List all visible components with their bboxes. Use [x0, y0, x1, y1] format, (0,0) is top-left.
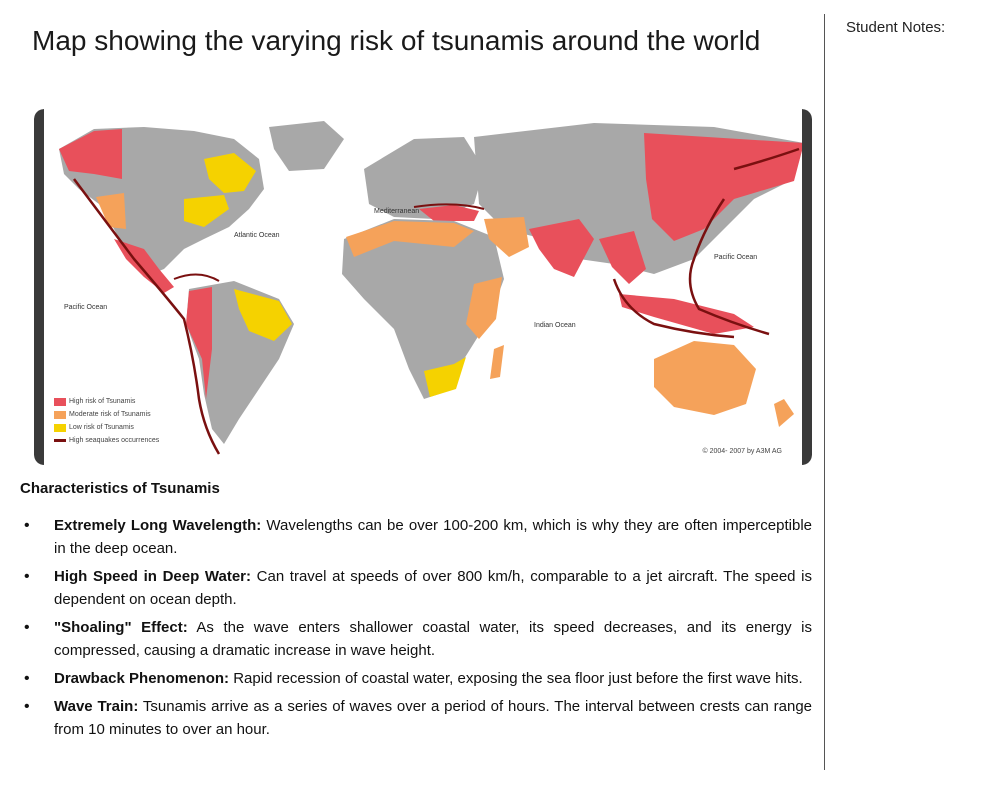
student-notes-label: Student Notes:: [846, 19, 946, 36]
legend-swatch-seaquakes: [54, 439, 66, 442]
list-item: [20, 616, 812, 662]
term-label: Drawback Phenomenon:: [54, 670, 230, 687]
legend-item-high: [54, 395, 159, 408]
mediterranean-label: Mediterranean: [374, 208, 420, 215]
south-asia-high-risk: [529, 219, 594, 277]
list-item: [20, 565, 812, 611]
us-west-moderate-risk: [96, 193, 126, 229]
column-divider: [824, 14, 825, 770]
australia-moderate-risk: [654, 341, 756, 415]
list-item: [20, 514, 812, 560]
legend-item-moderate: [54, 408, 159, 421]
legend-swatch-high: [54, 398, 66, 406]
pacific-ocean-label-west: Pacific Ocean: [714, 254, 758, 261]
tsunami-risk-map: [34, 109, 812, 465]
madagascar-moderate-risk: [490, 345, 504, 379]
legend-item-seaquakes: [54, 434, 159, 447]
new-zealand-moderate-risk: [774, 399, 794, 427]
term-description: Can travel at speeds of over 800 km/h, comparable to a jet aircraft. The speed is dependent on ocean depth.: [54, 568, 812, 608]
bullet-icon: •: [24, 670, 30, 687]
legend-item-low: [54, 421, 159, 434]
term-label: Wave Train:: [54, 698, 139, 715]
term-description: Tsunamis arrive as a series of waves over a period of hours. The interval between crests can range from 10 minutes to over an hour.: [54, 698, 812, 738]
characteristics-list: [20, 514, 812, 746]
list-item: [20, 695, 812, 741]
characteristics-heading: Characteristics of Tsunamis: [20, 480, 220, 497]
seaquake-line-caribbean: [174, 274, 219, 281]
legend-label-high: High risk of Tsunamis: [69, 398, 136, 405]
legend-swatch-low: [54, 424, 66, 432]
term-description: Wavelengths can be over 100-200 km, which is why they are often imperceptible in the deep ocean.: [54, 517, 812, 557]
legend-label-low: Low risk of Tsunamis: [69, 424, 134, 431]
greenland-landmass: [269, 121, 344, 171]
term-description: Rapid recession of coastal water, exposing the sea floor just before the first wave hits.: [229, 670, 803, 687]
term-label: Extremely Long Wavelength:: [54, 517, 262, 534]
indian-ocean-label: Indian Ocean: [534, 322, 576, 329]
bullet-icon: •: [24, 568, 30, 585]
atlantic-ocean-label: Atlantic Ocean: [234, 232, 280, 239]
map-copyright: © 2004- 2007 by A3M AG: [702, 448, 782, 455]
bullet-icon: •: [24, 619, 30, 636]
legend-label-seaquakes: High seaquakes occurrences: [69, 437, 160, 444]
legend-swatch-moderate: [54, 411, 66, 419]
map-legend: [54, 395, 159, 447]
bullet-icon: •: [24, 517, 30, 534]
term-description: As the wave enters shallower coastal water, its speed decreases, and its energy is compressed, causing a dramatic increase in wave height.: [54, 619, 812, 659]
page-title: Map showing the varying risk of tsunamis around the world: [32, 25, 761, 56]
list-item: [20, 667, 812, 690]
legend-label-moderate: Moderate risk of Tsunamis: [69, 411, 151, 418]
term-label: High Speed in Deep Water:: [54, 568, 252, 585]
pacific-ocean-label-east: Pacific Ocean: [64, 304, 108, 311]
bullet-icon: •: [24, 698, 30, 715]
term-label: "Shoaling" Effect:: [54, 619, 188, 636]
